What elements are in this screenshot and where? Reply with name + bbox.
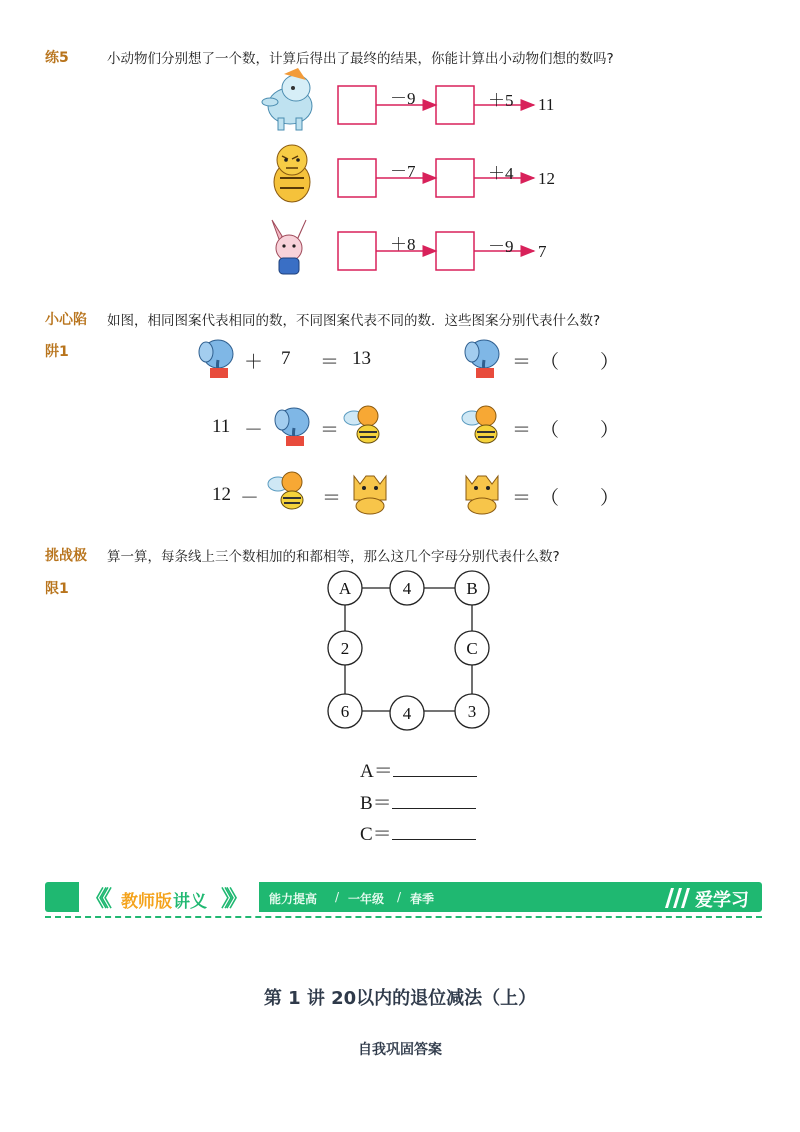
minus-sign: － [244, 420, 264, 441]
op-label: －9 [390, 89, 416, 108]
result-value: 7 [538, 242, 547, 261]
number: 13 [352, 348, 371, 369]
close-paren: ） [600, 488, 620, 509]
course-name: 能力提高 [269, 892, 318, 906]
minus-sign: － [240, 488, 260, 509]
challenge1-label-line1: 挑战极 [45, 548, 87, 564]
answer-blank[interactable] [392, 792, 476, 809]
open-paren: （ [540, 488, 560, 509]
op-label: ＋4 [488, 164, 514, 183]
equals-sign: ＝ [320, 352, 340, 373]
left-chevrons-icon: 《《 [85, 887, 107, 912]
number: 7 [281, 348, 291, 369]
right-chevrons-icon: 》》 [221, 887, 243, 912]
trap1-label-line2: 阱1 [45, 344, 69, 360]
result-value: 12 [538, 169, 555, 188]
season-name: 春季 [410, 892, 435, 906]
logo-mark-icon [663, 886, 693, 910]
equals-sign: ＝ [512, 488, 532, 509]
answer-subtitle: 自我巩固答案 [358, 1042, 442, 1058]
brand-teacher: 教师版 [121, 892, 172, 912]
number: 11 [212, 416, 231, 437]
node-label: 2 [340, 639, 350, 658]
answer-b-line[interactable] [360, 788, 476, 815]
exercise5-question: 小动物们分别想了一个数，计算后得出了最终的结果，你能计算出小动物们想的数吗? [107, 51, 614, 67]
op-label: ＋8 [390, 235, 416, 254]
close-paren: ） [600, 352, 620, 373]
challenge1-question: 算一算，每条线上三个数相加的和都相等，那么这几个字母分别代表什么数? [107, 549, 560, 565]
plus-sign: ＋ [244, 352, 264, 373]
node-label: A [338, 579, 352, 598]
trap1-question: 如图，相同图案代表相同的数，不同图案代表不同的数．这些图案分别代表什么数? [107, 313, 601, 329]
op-label: －9 [488, 237, 514, 256]
close-paren: ） [600, 420, 620, 441]
banner-dash-line [45, 916, 762, 918]
node-label: 4 [402, 704, 412, 723]
node-label: C [466, 639, 478, 658]
grade-name: 一年级 [348, 892, 385, 906]
page-banner [45, 882, 762, 916]
logo-text: 爱学习 [695, 890, 749, 911]
number: 12 [212, 484, 231, 505]
answer-label: C＝ [360, 824, 392, 845]
result-value: 11 [538, 95, 555, 114]
open-paren: （ [540, 420, 560, 441]
trap1-label-line1: 小心陷 [45, 312, 87, 328]
brand-notes: 讲义 [173, 892, 207, 912]
separator: / [397, 890, 402, 904]
equals-sign: ＝ [512, 420, 532, 441]
node-label: B [466, 579, 478, 598]
node-label: 3 [467, 702, 477, 721]
answer-a-line[interactable] [360, 756, 477, 783]
open-paren: （ [540, 352, 560, 373]
equals-sign: ＝ [512, 352, 532, 373]
answer-blank[interactable] [393, 760, 477, 777]
separator: / [335, 890, 340, 904]
equals-sign: ＝ [320, 420, 340, 441]
answer-label: B＝ [360, 793, 392, 814]
op-label: ＋5 [488, 91, 514, 110]
answer-label: A＝ [360, 761, 393, 782]
answer-blank[interactable] [392, 823, 476, 840]
exercise5-label: 练5 [45, 50, 69, 66]
op-label: －7 [390, 162, 416, 181]
node-label: 4 [402, 579, 412, 598]
equals-sign: ＝ [322, 488, 342, 509]
lecture-title: 第 1 讲 20以内的退位减法（上） [263, 988, 537, 1009]
node-label: 6 [340, 702, 350, 721]
challenge1-label-line2: 限1 [45, 581, 69, 597]
answer-c-line[interactable] [360, 819, 476, 846]
